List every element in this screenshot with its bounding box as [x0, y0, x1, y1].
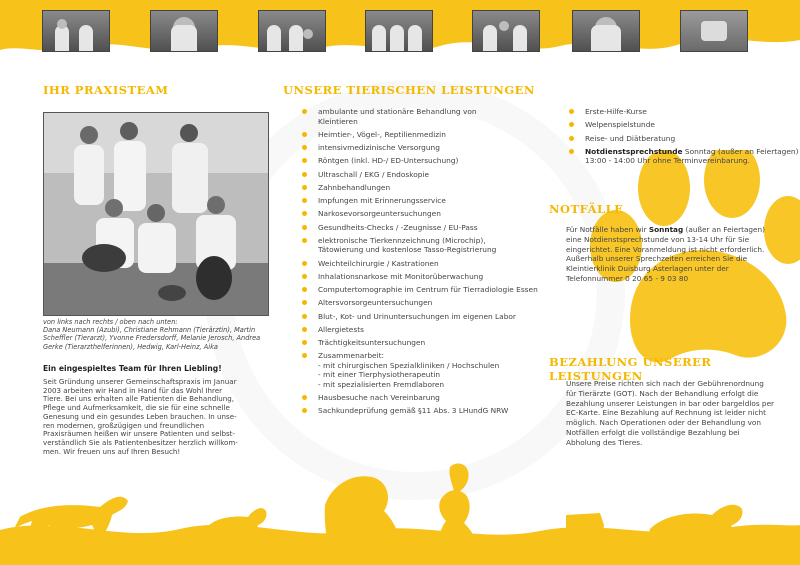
list-item: Sachkundeprüfung gemäß §11 Abs. 3 LHundG NRW — [299, 406, 539, 416]
list-item: Ultraschall / EKG / Endoskopie — [299, 170, 539, 180]
bottom-animal-band — [0, 445, 800, 565]
list-item: intensivmedizinische Versorgung — [299, 143, 539, 153]
list-item: Zusammenarbeit: - mit chirurgischen Spezialkliniken / Hochschulen - mit einer Tierphysiotherapeutin - mit spezialisierten Fremdlaboren — [299, 351, 539, 389]
list-item: Impfungen mit Erinnerungsservice — [299, 196, 539, 206]
payment-text: Unsere Preise richten sich nach der Gebührenordnung für Tierärzte (GOT). Nach der Behandlung erfolgt die Bezahlung unserer Leistungen in bar oder bargeldlos per EC-Karte. Eine Bezahlung auf Rechnung ist leider nicht möglich. Nach Operationen oder der Behandlung von Notfällen erfolgt die vollständige Bezahlung bei Abholung des Tieres. — [566, 379, 775, 447]
services-heading: UNSERE TIERISCHEN LEISTUNGEN — [283, 83, 535, 97]
thumbnail-photo — [258, 10, 326, 52]
list-item: elektronische Tierkennzeichnung (Microchip), Tätowierung und kostenlose Tasso-Registrierung — [299, 236, 539, 255]
list-item: Trächtigkeitsuntersuchungen — [299, 338, 539, 348]
list-item: Weichteilchirurgie / Kastrationen — [299, 259, 539, 269]
extra-services-list — [566, 107, 799, 170]
list-item: Altersvorsorgeuntersuchungen — [299, 298, 539, 308]
thumbnail-photo — [365, 10, 433, 52]
emergency-text: Für Notfälle haben wir Sonntag (außer an Feiertagen) eine Notdienstsprechstunde von 13-14 Uhr für Sie eingerichtet. Eine Voranmeldung ist nicht erforderlich. Außerhalb unserer Sprechzeiten erreichen Sie die Kleintierklinik Duisburg Asterlagen unter der Telefonnummer 0 20 65 - 9 03 80 — [566, 225, 766, 283]
list-item: Gesundheits-Checks / -Zeugnisse / EU-Pass — [299, 223, 539, 233]
list-item: Blut-, Kot- und Urinuntersuchungen im eigenen Labor — [299, 312, 539, 322]
list-item: Notdienstsprechstunde Sonntag (außer an Feiertagen) 13:00 - 14:00 Uhr ohne Terminvereinbarung. — [566, 147, 796, 166]
thumbnail-photo — [472, 10, 540, 52]
services-list — [299, 107, 539, 420]
thumbnail-photo — [680, 10, 748, 52]
list-item: Hausbesuche nach Vereinbarung — [299, 393, 539, 403]
list-item: Narkosevorsorgeuntersuchungen — [299, 209, 539, 219]
thumbnail-strip — [42, 10, 747, 52]
team-caption: von links nach rechts / oben nach unten: Dana Neumann (Azubi), Christiane Rehmann (Tierärztin), Martin Scheffler (Tierarzt), Yvonne Fredersdorff, Melanie Jerosch, Andrea Gerke (Tierarzthelferinnen), Hedwig, Karl-Heinz, Aika — [43, 318, 261, 351]
team-description: Seit Gründung unserer Gemeinschaftspraxis im Januar 2003 arbeiten wir Hand in Hand für das Wohl Ihrer Tiere. Bei uns erhalten alle Patienten die Behandlung, Pflege und Aufmerksamkeit, die sie für eine schnelle Genesung und ein gesundes Leben brauchen. In unse- ren modernen, großzügigen und freundlichen Praxisräumen heißen wir unsere Patienten und selbst- verständlich Sie als Patientenbesitzer herzlich willkom- men. Wir freuen uns auf Ihren Besuch! — [43, 377, 238, 456]
team-photo — [43, 112, 269, 316]
list-item: ambulante und stationäre Behandlung von Kleintieren — [299, 107, 539, 126]
list-item: Reise- und Diätberatung — [566, 134, 796, 144]
payment-heading: BEZAHLUNG UNSERER LEISTUNGEN — [549, 355, 712, 383]
list-item: Welpenspielstunde — [566, 120, 796, 130]
team-subtitle: Ein eingespieltes Team für Ihren Liebling! — [43, 364, 222, 373]
thumbnail-photo — [572, 10, 640, 52]
list-item: Zahnbehandlungen — [299, 183, 539, 193]
list-item: Heimtier-, Vögel-, Reptilienmedizin — [299, 130, 539, 140]
list-item: Computertomographie im Centrum für Tierradiologie Essen — [299, 285, 539, 295]
thumbnail-photo — [150, 10, 218, 52]
list-item: Erste-Hilfe-Kurse — [566, 107, 796, 117]
list-item: Röntgen (inkl. HD-/ ED-Untersuchung) — [299, 156, 539, 166]
thumbnail-photo — [42, 10, 110, 52]
list-item: Allergietests — [299, 325, 539, 335]
team-heading: IHR PRAXISTEAM — [43, 83, 169, 97]
emergency-heading: NOTFÄLLE — [549, 202, 624, 216]
emergency-label: Notdienstsprechstunde — [585, 146, 683, 156]
list-item: Inhalationsnarkose mit Monitorüberwachung — [299, 272, 539, 282]
